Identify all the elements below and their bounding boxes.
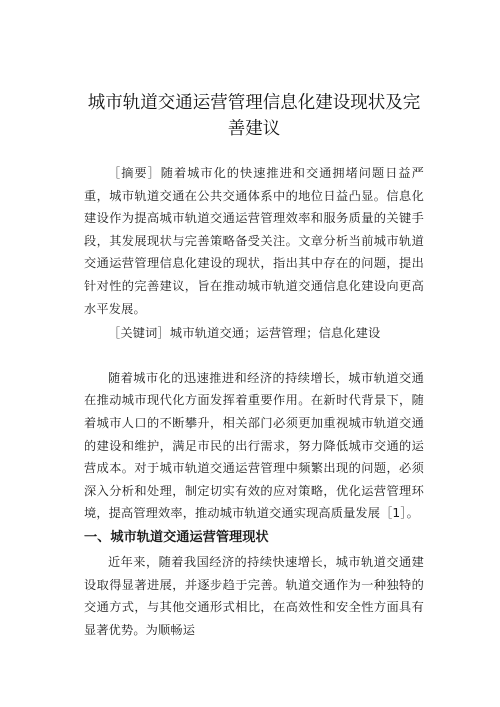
section-paragraph: 近年来，随着我国经济的持续快速增长，城市轨道交通建设取得显著进展，并逐步趋于完善。轨道交通作为一种独特的交通方式，与其他交通形式相比，在高效性和安全性方面具有显著优势。为顺畅运 — [84, 554, 424, 637]
intro-paragraph: 随着城市化的迅速推进和经济的持续增长，城市轨道交通在推动城市现代化方面发挥着重要作用。在新时代背景下，随着城市人口的不断攀升，相关部门必须更加重视城市轨道交通的建设和维护，满足市民的出行需求，努力降低城市交通的运营成本。对于城市轨道交通运营管理中频繁出现的问题，必须深入分析和处理，制定切实有效的应对策略，优化运营管理环境，提高管理效率，推动城市轨道交通实现高质量发展［1］。 — [84, 370, 424, 521]
keywords: ［关键词］城市轨道交通；运营管理；信息化建设 — [108, 326, 381, 341]
abstract: ［摘要］随着城市化的快速推进和交通拥堵问题日益严重，城市轨道交通在公共交通体系中的地位日益凸显。信息化建设作为提高城市轨道交通运营管理效率和服务质量的关键手段，其发展现状与完善策略备受关注。文章分析当前城市轨道交通运营管理信息化建设的现状，指出其中存在的问题，提出针对性的完善建议，旨在推动城市轨道交通信息化建设向更高水平发展。 — [84, 166, 424, 316]
section-heading: 一、城市轨道交通运营管理现状 — [84, 529, 269, 545]
paper-title: 城市轨道交通运营管理信息化建设现状及完善建议 — [87, 93, 421, 139]
